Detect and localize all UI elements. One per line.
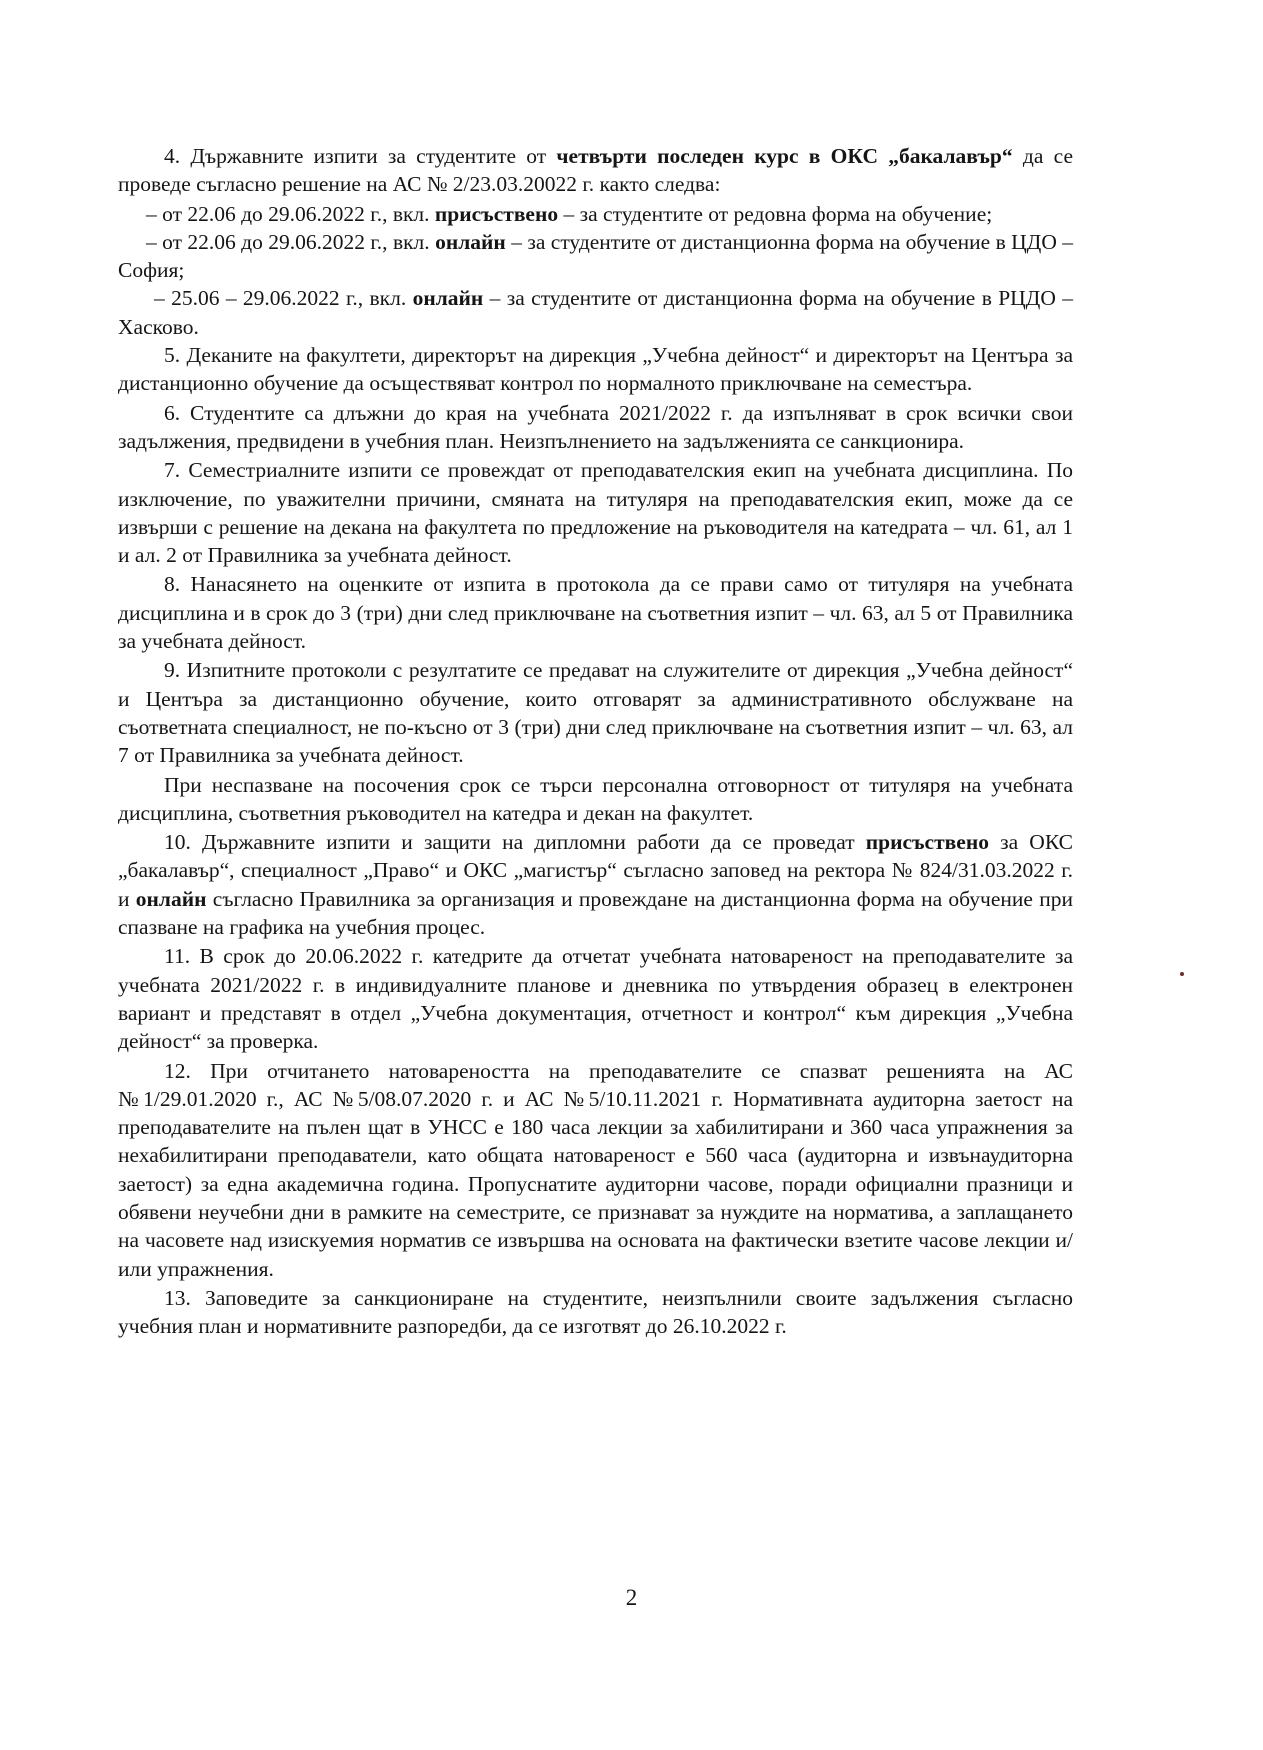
paragraph-6: 6. Студентите са длъжни до края на учебната 2021/2022 г. да изпълняват в срок всички свои задължения, предвидени в учебния план. Неизпълнението на задълженията се санкционира.	[118, 400, 1073, 453]
bold-text: присъствено	[865, 830, 989, 855]
paragraph-8: 8. Нанасянето на оценките от изпита в протокола да се прави само от титуляря на учебната дисциплина и в срок до 3 (три) дни след приключване на съответния изпит – чл. 63, ал 5 от Правилника за учебната дейност.	[118, 572, 1073, 654]
paragraph-4: 4. Държавните изпити за студентите от четвърти последен курс в ОКС „бакалавър“ да се проведе съгласно решение на АС № 2/23.03.20022 г. както следва:	[118, 144, 1073, 197]
bold-text: онлайн	[135, 886, 207, 911]
exam-schedule-item: – 25.06 – 29.06.2022 г., вкл. онлайн – за студентите от дистанционна форма на обучение в РЦДО – Хасково.	[118, 286, 1073, 339]
paragraph-5: 5. Деканите на факултети, директорът на дирекция „Учебна дейност“ и директорът на Центъра за дистанционно обучение да осъществяват контрол по нормалното приключване на семестъра.	[118, 343, 1073, 396]
scan-speck	[1180, 972, 1184, 976]
paragraph-13: 13. Заповедите за санкциониране на студентите, неизпълнили своите задължения съгласно учебния план и нормативните разпоредби, да се изготвят до 26.10.2022 г.	[118, 1285, 1073, 1339]
document-body	[118, 142, 1073, 1341]
paragraph-9-note: При неспазване на посочения срок се търси персонална отговорност от титуляря на учебната дисциплина, съответния ръководител на катедра и декан на факултет.	[118, 772, 1073, 825]
exam-schedule-item: – от 22.06 до 29.06.2022 г., вкл. присъствено – за студентите от редовна форма на обучение;	[146, 201, 993, 226]
paragraph-10: 10. Държавните изпити и защити на дипломни работи да се проведат присъствено за ОКС „бакалавър“, специалност „Право“ и ОКС „магистър“ съгласно заповед на ректора № 824/31.03.2022 г. и онлайн съгласно Правилника за организация и провеждане на дистанционна форма на обучение при спазване на графика на учебния процес.	[118, 830, 1074, 940]
paragraph-7: 7. Семестриалните изпити се провеждат от преподавателския екип на учебната дисциплина. По изключение, по уважителни причини, смяната на титуляря на преподавателския екип, може да се извърши с решение на декана на факултета по предложение на ръководителя на катедрата – чл. 61, ал 1 и ал. 2 от Правилника за учебната дейност.	[118, 458, 1073, 568]
bold-text: онлайн	[435, 229, 506, 254]
bold-text: четвърти последен курс в ОКС „бакалавър“	[556, 144, 1013, 168]
bold-text: присъствено	[434, 201, 559, 226]
paragraph-11: 11. В срок до 20.06.2022 г. катедрите да отчетат учебната натовареност на преподавателите за учебната 2021/2022 г. в индивидуалните планове и дневника по утвърдения образец в електронен вариант и представят в отдел „Учебна документация, отчетност и контрол“ към дирекция „Учебна дейност“ за проверка.	[118, 944, 1073, 1054]
bold-text: онлайн	[412, 286, 484, 311]
page-number: 2	[625, 1585, 638, 1610]
exam-schedule-item: – от 22.06 до 29.06.2022 г., вкл. онлайн – за студентите от дистанционна форма на обучение в ЦДО – София;	[118, 229, 1074, 283]
paragraph-9: 9. Изпитните протоколи с резултатите се предават на служителите от дирекция „Учебна дейност“ и Центъра за дистанционно обучение, които отговарят за административното обслужване на съответната специалност, не по-късно от 3 (три) дни след приключване на съответния изпит – чл. 63, ал 7 от Правилника за учебната дейност.	[118, 658, 1073, 768]
paragraph-12: 12. При отчитането натовареността на преподавателите се спазват решенията на АС №1/29.01.2020 г., АС №5/08.07.2020 г. и АС №5/10.11.2021 г. Нормативната аудиторна заетост на преподавателите на пълен щат в УНСС е 180 часа лекции за хабилитирани и 360 часа упражнения за нехабилитирани преподаватели, като общата натовареност е 560 часа (аудиторна и извънаудиторна заетост) за една академична година. Пропуснатите аудиторни часове, поради официални празници и обявени неучебни дни в рамките на семестрите, се признават за нуждите на норматива, а заплащането на часовете над изискуемия норматив се извършва на основата на фактически взетите часове лекции и/или упражнения.	[118, 1058, 1073, 1281]
